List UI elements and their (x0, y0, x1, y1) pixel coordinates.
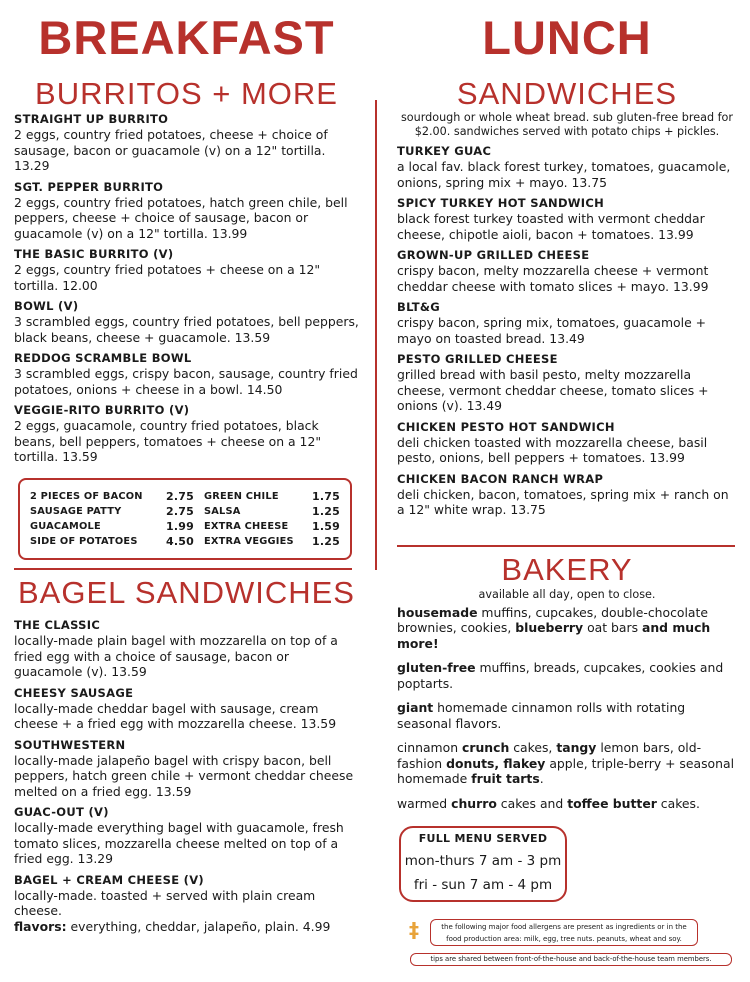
tips-notice: tips are shared between front-of-the-house and back-of-the-house team members. (410, 953, 732, 966)
list-item: REDDOG SCRAMBLE BOWL 3 scrambled eggs, crispy bacon, sausage, country fried potatoes, onions + cheese in a bowl. 14.50 (14, 351, 358, 397)
list-item: CHICKEN PESTO HOT SANDWICH deli chicken toasted with mozzarella cheese, basil pesto, onions, bell peppers + tomatoes. 13.99 (397, 419, 708, 465)
list-item: BAGEL + CREAM CHEESE (V) locally-made. toasted + served with plain cream cheese. flavors: everything, cheddar, jalapeño, plain. 4.99 (14, 873, 359, 935)
double-dagger-icon: ‡ (409, 918, 419, 942)
bakery-paragraph: giant homemade cinnamon rolls with rotating seasonal flavors. (397, 700, 686, 731)
list-item: THE BASIC BURRITO (V) 2 eggs, country fried potatoes + cheese on a 12" tortilla. 12.00 (14, 247, 321, 293)
list-item: GUAC-OUT (V) locally-made everything bagel with guacamole, fresh tomato slices, mozzarella cheese melted on top of a fried egg. 13.29 (14, 805, 344, 866)
lunch-column (397, 0, 737, 524)
flavors-line: flavors: everything, cheddar, jalapeño, plain. 4.99 (14, 918, 331, 934)
list-item: SPICY TURKEY HOT SANDWICH black forest turkey toasted with vermont cheddar cheese, chipotle aioli, bacon + tomatoes. 13.99 (397, 196, 705, 242)
list-item: CHEESY SAUSAGE locally-made cheddar bagel with sausage, cream cheese + a fried egg with mozzarella cheese. 13.59 (14, 685, 337, 731)
table-row: SAUSAGE PATTY 2.75 SALSA 1.25 (30, 505, 340, 518)
hours-box (399, 826, 567, 902)
sandwiches-note: sourdough or whole wheat bread. sub gluten-free bread for $2.00. sandwiches served with potato chips + pickles. (400, 111, 734, 138)
burritos-title: BURRITOS + MORE (35, 76, 338, 111)
hours-weekday: mon-thurs 7 am - 3 pm (404, 853, 562, 869)
list-item: TURKEY GUAC a local fav. black forest turkey, tomatoes, guacamole, onions, spring mix + mayo. 13.75 (397, 144, 731, 190)
list-item: BLT&G crispy bacon, spring mix, tomatoes, guacamole + mayo on toasted bread. 13.49 (397, 300, 707, 346)
list-item: SOUTHWESTERN locally-made jalapeño bagel with crispy bacon, bell peppers, hatch green chile + vermont cheddar cheese melted on a fried egg. 13.59 (14, 737, 354, 799)
hours-heading: FULL MENU SERVED (418, 832, 548, 845)
table-row: GUACAMOLE 1.99 EXTRA CHEESE 1.59 (30, 520, 340, 533)
bagel-title: BAGEL SANDWICHES (18, 575, 355, 610)
sides-table (30, 489, 340, 549)
lunch-title: LUNCH (482, 11, 652, 64)
divider (397, 545, 735, 547)
sandwiches-title: SANDWICHES (456, 76, 678, 111)
list-item: VEGGIE-RITO BURRITO (V) 2 eggs, guacamole, country fried potatoes, black beans, bell peppers, tomatoes + cheese on a 12" tortilla. 13.59 (14, 403, 322, 464)
list-item: PESTO GRILLED CHEESE grilled bread with basil pesto, melty mozzarella cheese, vermont cheddar cheese, tomato slices + onions (v). 13.49 (397, 352, 709, 413)
bakery-note: available all day, open to close. (478, 588, 656, 601)
list-item: BOWL (V) 3 scrambled eggs, country fried potatoes, bell peppers, black beans, cheese + guacamole. 13.59 (14, 299, 359, 345)
list-item: GROWN-UP GRILLED CHEESE crispy bacon, melty mozzarella cheese + vermont cheddar cheese with tomato slices + mayo. 13.99 (397, 248, 709, 294)
breakfast-title: BREAKFAST (38, 11, 335, 64)
table-row: SIDE OF POTATOES 4.50 EXTRA VEGGIES 1.25 (30, 535, 340, 548)
bakery-paragraph: housemade muffins, cupcakes, double-chocolate brownies, cookies, blueberry oat bars and much more! (397, 604, 711, 651)
divider (14, 568, 352, 570)
hours-weekend: fri - sun 7 am - 4 pm (413, 877, 553, 893)
bakery-paragraph: gluten-free muffins, breads, cupcakes, cookies and poptarts. (397, 660, 724, 691)
bakery-title: BAKERY (501, 552, 633, 587)
list-item: CHICKEN BACON RANCH WRAP deli chicken, bacon, tomatoes, spring mix + ranch on a 12" white wrap. 13.75 (397, 471, 729, 517)
list-item: SGT. PEPPER BURRITO 2 eggs, country fried potatoes, hatch green chile, bell peppers, cheese + choice of sausage, bacon or guacamole (v) on a 12" tortilla. 13.99 (14, 179, 348, 241)
bakery-paragraph: warmed churro cakes and toffee butter cakes. (397, 795, 700, 811)
column-divider (375, 100, 377, 570)
bagel-section (14, 577, 359, 940)
list-item: THE CLASSIC locally-made plain bagel with mozzarella on top of a fried egg with a choice of sausage, bacon or guacamole (v). 13.59 (14, 618, 338, 679)
breakfast-items-list (14, 112, 359, 465)
breakfast-column (14, 0, 359, 471)
table-row: 2 PIECES OF BACON 2.75 GREEN CHILE 1.75 (30, 490, 340, 503)
bakery-paragraph: cinnamon crunch cakes, tangy lemon bars, old-fashion donuts, flakey apple, triple-berry + seasonal homemade fruit tarts. (397, 740, 735, 786)
bakery-section (397, 554, 737, 820)
sides-box (18, 478, 352, 560)
allergen-notice: the following major food allergens are present as ingredients or in the food production area: milk, egg, tree nuts. peanuts, wheat and soy. (430, 919, 698, 946)
list-item: STRAIGHT UP BURRITO 2 eggs, country fried potatoes, cheese + choice of sausage, bacon or guacamole (v) on a 12" tortilla. 13.29 (14, 112, 328, 173)
